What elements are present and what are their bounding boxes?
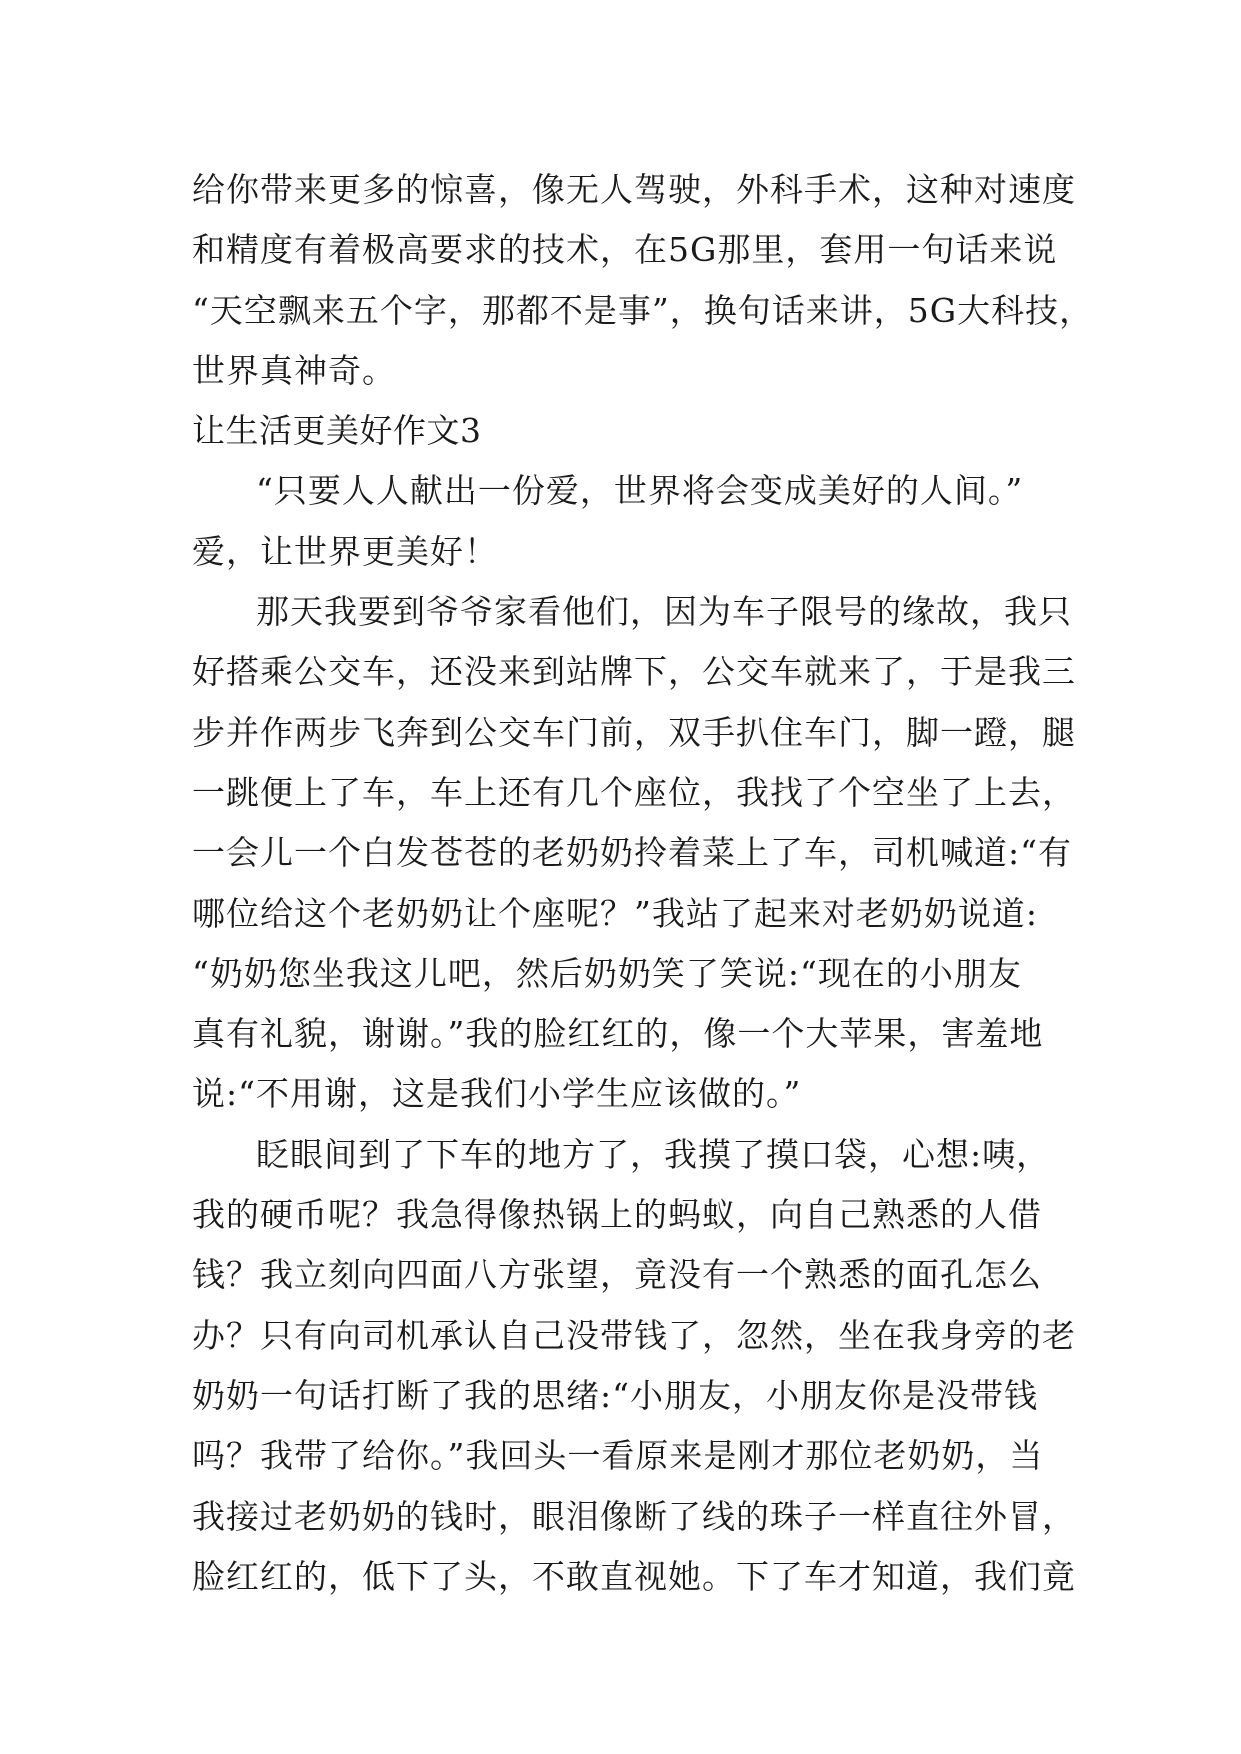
text-line: 我的硬币呢？我急得像热锅上的蚂蚁，向自己熟悉的人借 (192, 1195, 1042, 1235)
paragraph-2 (192, 461, 1072, 582)
text-line: 办？只有向司机承认自己没带钱了，忽然，坐在我身旁的老 (192, 1315, 1076, 1355)
text-line: 哪位给这个老奶奶让个座呢？”我站了起来对老奶奶说道: (192, 893, 1038, 933)
text-line: 真有礼貌，谢谢。”我的脸红红的，像一个大苹果，害羞地 (192, 1014, 1044, 1054)
text-line: 一会儿一个白发苍苍的老奶奶拎着菜上了车，司机喊道:“有 (192, 833, 1072, 873)
paragraph-4 (192, 1125, 1076, 1607)
text-line: 眨眼间到了下车的地方了，我摸了摸口袋，心想:咦， (256, 1134, 1051, 1174)
paragraph-1 (192, 160, 1094, 401)
section-heading: 让生活更美好作文3 (192, 411, 482, 451)
text-line: 吗？我带了给你。”我回头一看原来是刚才那位老奶奶，当 (192, 1436, 1044, 1476)
text-line: “天空飘来五个字，那都不是事”，换句话来讲，5G大科技， (192, 290, 1094, 330)
text-line: 爱，让世界更美好！ (192, 531, 498, 571)
text-line: 脸红红的，低下了头，不敢直视她。下了车才知道，我们竟 (192, 1556, 1076, 1596)
text-line: 那天我要到爷爷家看他们，因为车子限号的缘故，我只 (256, 592, 1072, 632)
text-line: 说:“不用谢，这是我们小学生应该做的。” (192, 1074, 802, 1114)
text-line: “奶奶您坐我这儿吧，然后奶奶笑了笑说:“现在的小朋友 (192, 953, 1022, 993)
text-line: 给你带来更多的惊喜，像无人驾驶，外科手术，这种对速度 (192, 170, 1076, 209)
document-body (192, 160, 1094, 1607)
text-line: 步并作两步飞奔到公交车门前，双手扒住车门，脚一蹬，腿 (192, 712, 1076, 752)
text-line: 我接过老奶奶的钱时，眼泪像断了线的珠子一样直往外冒， (192, 1496, 1076, 1536)
paragraph-3 (192, 582, 1076, 1125)
text-line: 世界真神奇。 (192, 350, 396, 390)
text-line: 和精度有着极高要求的技术，在5G那里，套用一句话来说 (192, 230, 1058, 270)
text-line: 奶奶一句话打断了我的思绪:“小朋友，小朋友你是没带钱 (192, 1375, 1038, 1415)
text-line: 好搭乘公交车，还没来到站牌下，公交车就来了，于是我三 (192, 652, 1076, 692)
text-line: 一跳便上了车，车上还有几个座位，我找了个空坐了上去， (192, 772, 1076, 812)
text-line: “只要人人献出一份爱，世界将会变成美好的人间。” (256, 471, 1024, 511)
text-line: 钱？我立刻向四面八方张望，竟没有一个熟悉的面孔怎么 (192, 1255, 1042, 1295)
